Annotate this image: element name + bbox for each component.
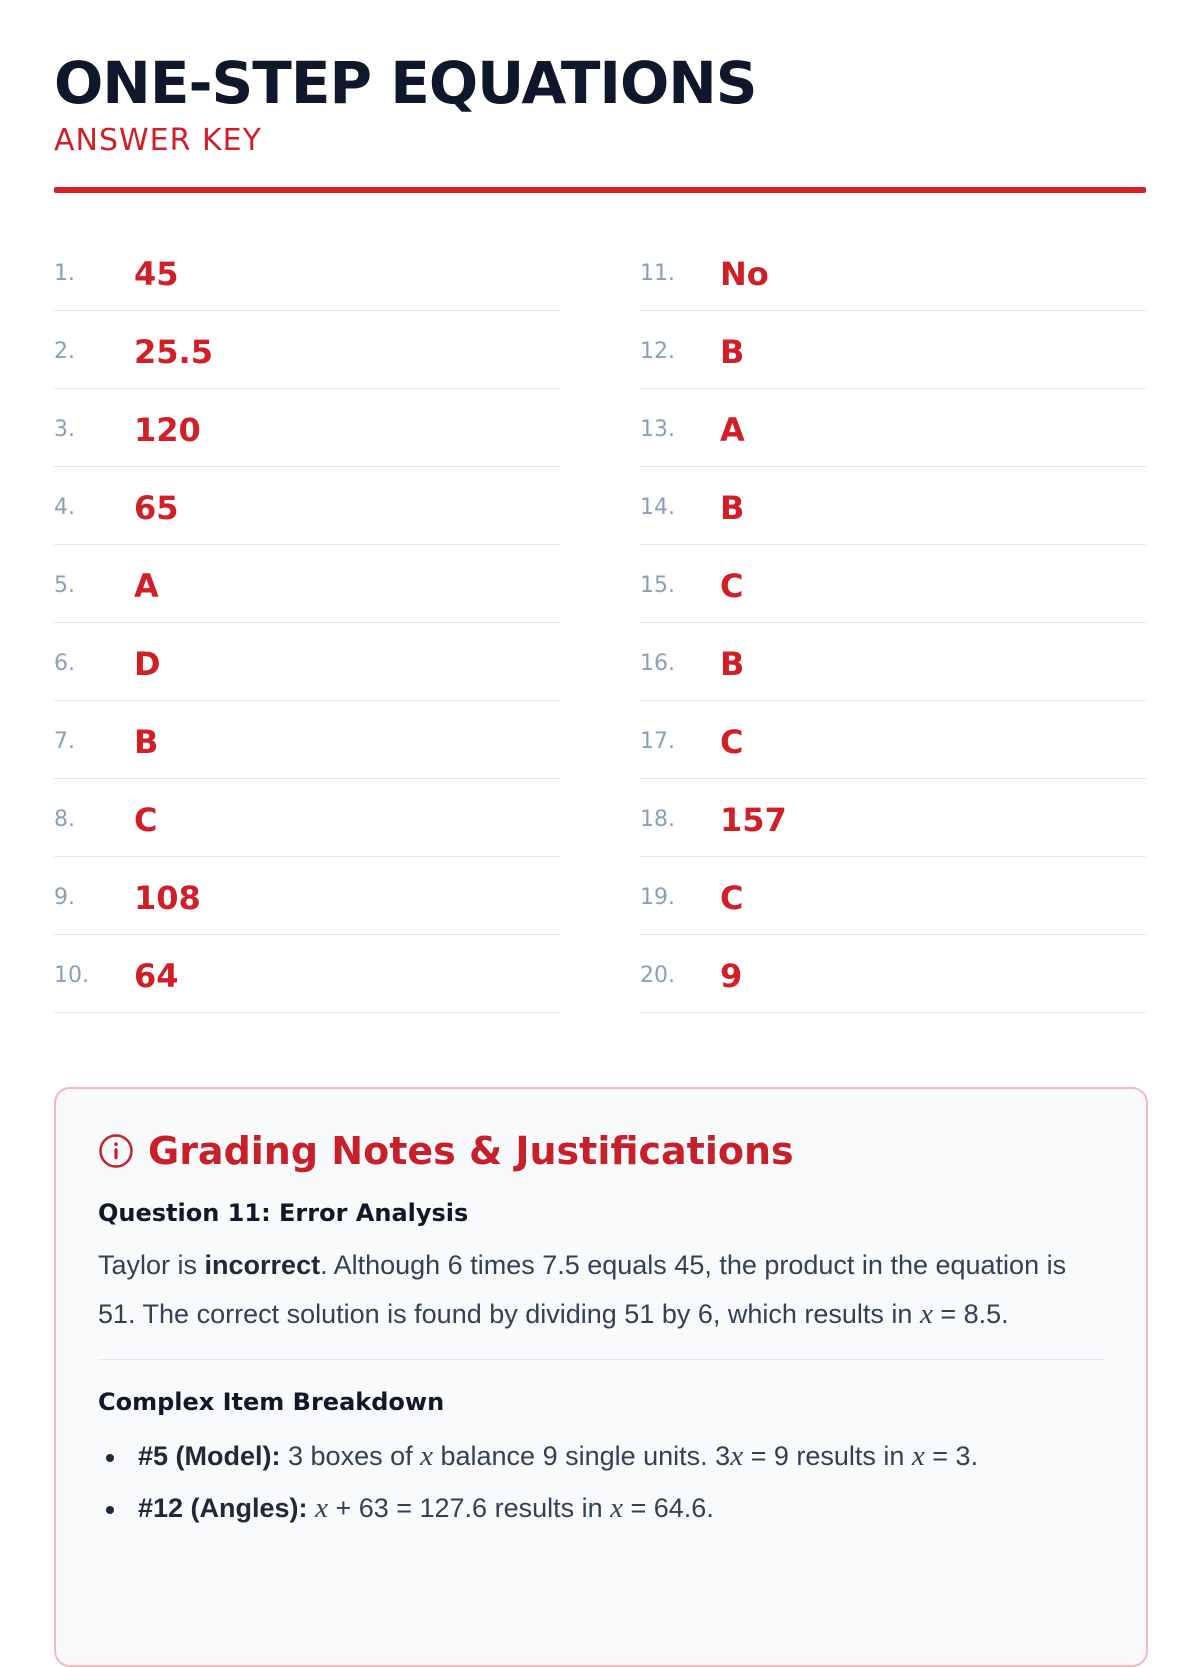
answer-row <box>640 935 1146 1013</box>
answer-row <box>640 311 1146 389</box>
answer-row <box>640 233 1146 311</box>
question-number: 1. <box>54 261 75 286</box>
answer-row <box>54 467 560 545</box>
answer-row <box>54 233 560 311</box>
answer-value: 157 <box>720 800 787 839</box>
answer-row <box>640 545 1146 623</box>
answer-value: 25.5 <box>134 332 213 371</box>
answer-value: 120 <box>134 410 201 449</box>
answer-value: 65 <box>134 488 179 527</box>
question-number: 7. <box>54 729 75 754</box>
answer-row <box>54 857 560 935</box>
answer-row <box>54 389 560 467</box>
question-11-heading: Question 11: Error Analysis <box>98 1199 469 1227</box>
grading-notes-title: Grading Notes & Justifications <box>148 1129 794 1173</box>
answer-column-left <box>54 233 560 1013</box>
page-title: ONE-STEP EQUATIONS <box>54 49 757 117</box>
question-number: 8. <box>54 807 75 832</box>
question-11-explanation: Taylor is incorrect. Although 6 times 7.5 equals 45, the product in the equation is 51. The correct solution is found by dividing 51 by 6, which results in x = 8.5. <box>98 1250 1067 1331</box>
answer-value: A <box>720 410 745 449</box>
answer-row <box>54 623 560 701</box>
answer-row <box>54 779 560 857</box>
breakdown-item-12: #12 (Angles): x + 63 = 127.6 results in x = 64.6. <box>98 1482 1104 1535</box>
question-number: 19. <box>640 885 675 910</box>
notes-divider <box>98 1359 1104 1360</box>
answer-value: B <box>134 722 159 761</box>
answer-row <box>640 623 1146 701</box>
answer-value: C <box>720 566 744 605</box>
answer-value: B <box>720 488 745 527</box>
question-number: 2. <box>54 339 75 364</box>
breakdown-item-5: #5 (Model): 3 boxes of x balance 9 single units. 3x = 9 results in x = 3. <box>98 1430 1104 1483</box>
question-number: 16. <box>640 651 675 676</box>
answer-value: C <box>134 800 158 839</box>
question-number: 20. <box>640 963 675 988</box>
answer-column-right <box>640 233 1146 1013</box>
answer-row <box>54 545 560 623</box>
answer-value: C <box>720 878 744 917</box>
answer-value: C <box>720 722 744 761</box>
question-number: 17. <box>640 729 675 754</box>
question-number: 13. <box>640 417 675 442</box>
grading-notes-card <box>54 1087 1148 1667</box>
question-number: 18. <box>640 807 675 832</box>
answer-value: B <box>720 644 745 683</box>
info-icon <box>98 1133 134 1169</box>
answer-value: 64 <box>134 956 179 995</box>
answer-value: B <box>720 332 745 371</box>
breakdown-heading: Complex Item Breakdown <box>98 1387 445 1416</box>
answer-row <box>54 311 560 389</box>
answer-row <box>640 389 1146 467</box>
answer-value: No <box>720 254 769 293</box>
incorrect-emphasis: incorrect <box>204 1250 321 1280</box>
question-number: 11. <box>640 261 675 286</box>
question-number: 10. <box>54 963 89 988</box>
question-number: 3. <box>54 417 75 442</box>
question-number: 4. <box>54 495 75 520</box>
breakdown-list <box>98 1430 1104 1536</box>
answer-grid <box>54 233 1146 1013</box>
question-number: 5. <box>54 573 75 598</box>
answer-row <box>640 857 1146 935</box>
question-number: 9. <box>54 885 75 910</box>
answer-value: 9 <box>720 956 743 995</box>
question-number: 14. <box>640 495 675 520</box>
answer-value: 45 <box>134 254 179 293</box>
answer-row <box>640 467 1146 545</box>
answer-value: A <box>134 566 159 605</box>
question-number: 6. <box>54 651 75 676</box>
answer-row <box>54 701 560 779</box>
header-divider <box>54 187 1146 193</box>
question-number: 12. <box>640 339 675 364</box>
answer-row <box>54 935 560 1013</box>
grading-notes-header <box>98 1129 1104 1173</box>
page-subtitle: ANSWER KEY <box>54 123 262 158</box>
answer-row <box>640 779 1146 857</box>
question-number: 15. <box>640 573 675 598</box>
answer-row <box>640 701 1146 779</box>
answer-value: 108 <box>134 878 201 917</box>
answer-value: D <box>134 644 161 683</box>
